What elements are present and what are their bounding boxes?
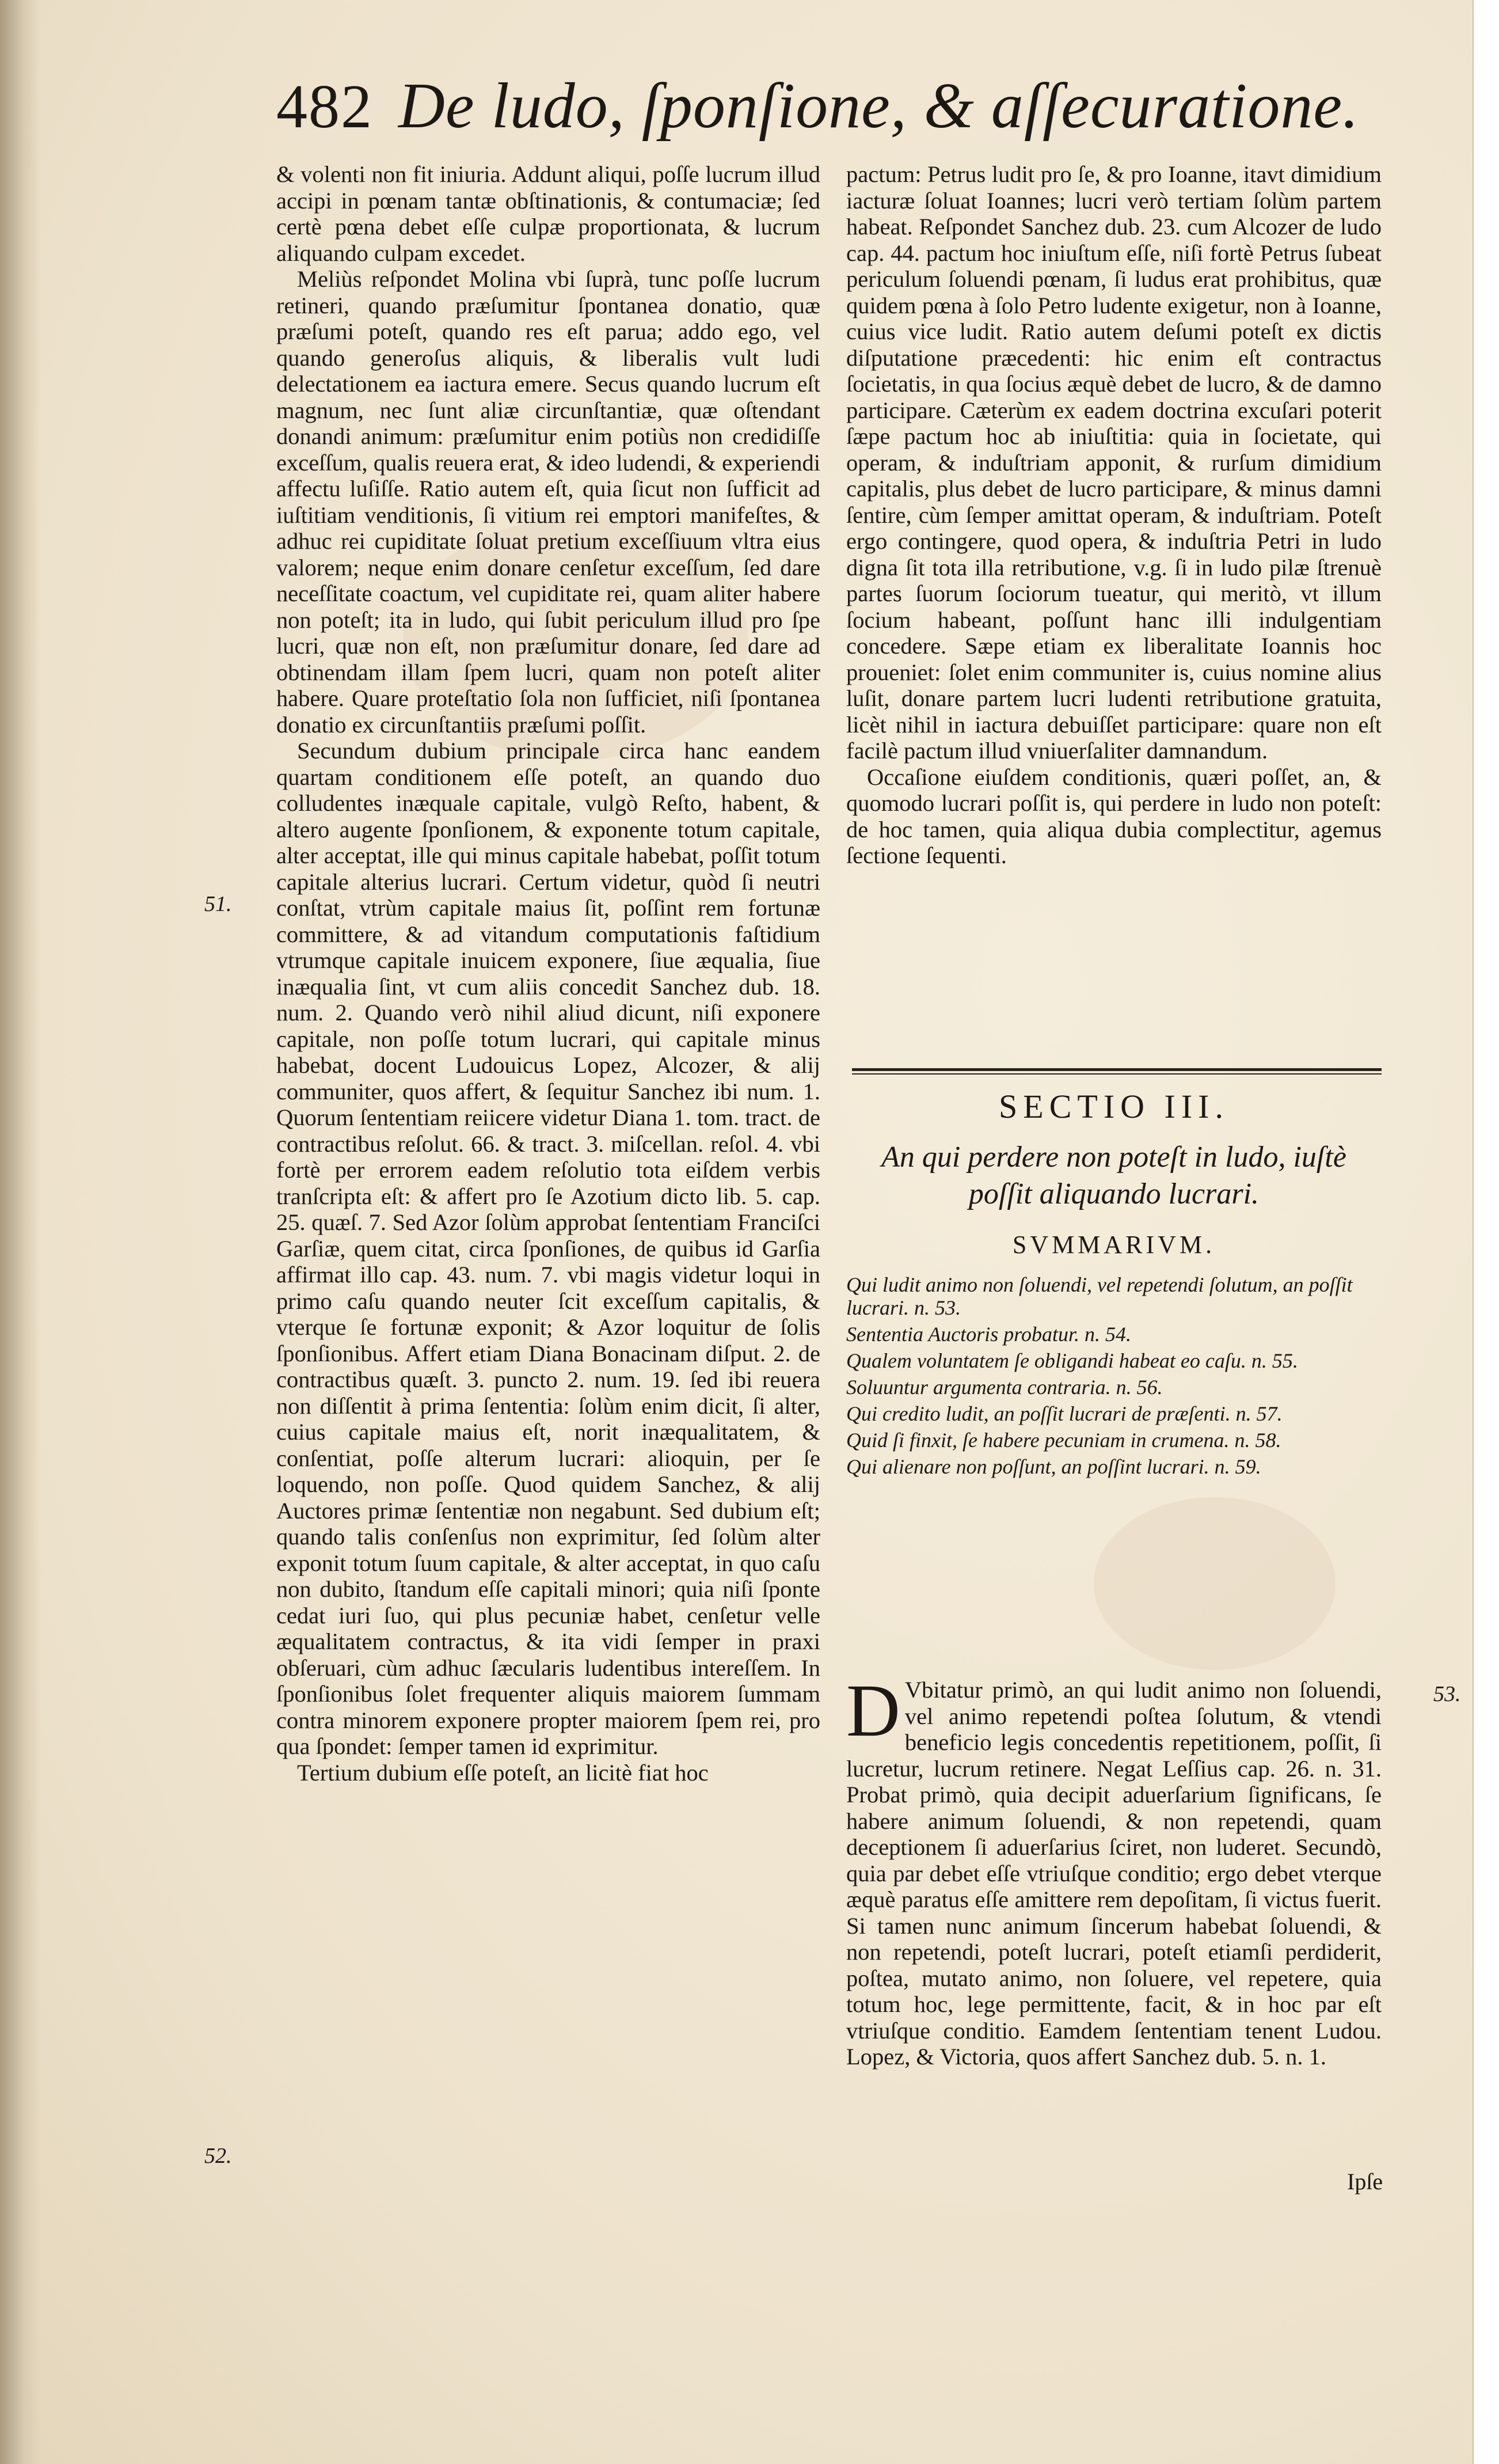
running-title: De ludo, ſponſione, & aſſecuratione. (398, 70, 1360, 142)
page-edge (1473, 0, 1499, 2464)
section-body-text: Vbitatur primò, an qui ludit animo non ſoluendi, vel animo repetendi poſtea ſolutum, & vtendi beneficio legis concedentis repetitionem, poſſit, ſi lucretur, lucrum retinere. Negat Leſſius cap. 26. n. 31. Probat primò, quia decipit aduerſarium ſignificans, ſe habere animum ſoluendi, & non repetendi, quam deceptionem ſi aduerſarius ſciret, non luderet. Secundò, quia par debet eſſe vtriuſque conditio; ergo debet vterque æquè paratus eſſe amittere rem depoſitam, ſi victus fuerit. Si tamen nunc animum ſincerum habebat ſoluendi, & non repetendi, poteſt lucrari, poteſt etiamſi perdiderit, poſtea, mutato animo, non ſoluere, vel repetere, quia totum hoc, lege permittente, facit, & in hoc par eſt vtriuſque conditio. Eamdem ſententiam tenent Ludou. Lopez, & Victoria, quos affert Sanchez dub. 5. n. 1. (846, 1677, 1382, 2070)
page-header (276, 69, 1360, 150)
margin-number: 52. (204, 2144, 232, 2168)
paragraph: Meliùs reſpondet Molina vbi ſuprà, tunc poſſe lucrum retineri, quando præſumitur ſpontanea donatio, quæ præſumi poteſt, quando res eſt parua; addo ego, vel quando generoſus aliquis, & liberalis vult ludi delectationem ea iactura emere. Secus quando lucrum eſt magnum, nec ſunt aliæ circunſtantiæ, quæ oſtendant donandi animum: præſumitur enim potiùs non credidiſſe exceſſum, qualis reuera erat, & ideo ludendi, & experiendi affectu luſiſſe. Ratio autem eſt, quia ſicut non ſufficit ad iuſtitiam venditionis, ſi vitium rei emptori manifeſtes, & adhuc rei cupiditate ſoluat pretium exceſſiuum vltra eius valorem; neque enim donare cenſetur exceſſum, ſed dare neceſſitate coactum, vel cupiditate rei, quam aliter habere non poteſt; ita in ludo, qui ſubit periculum illud pro ſpe lucri, quæ non eſt, non præſumitur donare, ſed dare ad obtinendam illam ſpem lucri, quam non poteſt aliter habere. Quare proteſtatio ſola non ſufficiet, niſi ſpontanea donatio ex circunſtantiis præſumi poſſit. (276, 266, 820, 738)
summary-item: Qui alienare non poſſunt, an poſſint lucrari. n. 59. (846, 1455, 1261, 1478)
paper-stain (1094, 1497, 1336, 1670)
summary-item: Qui ludit animo non ſoluendi, vel repetendi ſolutum, an poſſit lucrari. n. 53. (846, 1273, 1353, 1319)
section-block (846, 1083, 1382, 1482)
section-rule (852, 1073, 1382, 1075)
summary-item: Qui credito ludit, an poſſit lucrari de præſenti. n. 57. (846, 1402, 1283, 1425)
summary-item: Quid ſi finxit, ſe habere pecuniam in crumena. n. 58. (846, 1429, 1281, 1452)
paragraph: Occaſione eiuſdem conditionis, quæri poſſet, an, & quomodo lucrari poſſit is, qui perdere in ludo non poteſt: de hoc tamen, quia aliqua dubia complectitur, agemus ſectione ſequenti. (846, 764, 1382, 868)
paragraph: Secundum dubium principale circa hanc eandem quartam conditionem eſſe poteſt, an quando duo colludentes inæquale capitale, vulgò Reſto, habent, & altero augente ſponſionem, & exponente totum capitale, alter acceptat, ille qui minus capitale habebat, poſſit totum capitale alterius lucrari. Certum videtur, quòd ſi neutri conſtat, vtrùm capitale maius ſit, poſſint rem fortunæ committere, & ad vitandum computationis faſtidium vtrumque capitale inuicem exponere, ſiue æqualia, ſiue inæqualia ſint, vt cum aliis concedit Sanchez dub. 18. num. 2. Quando verò nihil aliud dicunt, niſi exponere capitale, non poſſe totum lucrari, qui capitale minus habebat, docent Ludouicus Lopez, Alcozer, & alij communiter, quos affert, & ſequitur Sanchez ibi num. 1. Quorum ſententiam reiicere videtur Diana 1. tom. tract. de contractibus reſolut. 66. & tract. 3. miſcellan. reſol. 4. vbi fortè per errorem eadem reſolutio tota eiſdem verbis tranſcripta eſt: & affert pro ſe Azotium dicto lib. 5. cap. 25. quæſ. 7. Sed Azor ſolùm approbat ſententiam Franciſci Garſiæ, quem citat, circa ſponſiones, de quibus id Garſia affirmat illo cap. 43. num. 7. vbi magis videtur loqui in primo caſu quando neuter ſcit exceſſum capitalis, & vterque ſe fortunæ exponit; & Azor loquitur de ſolis ſponſionibus. Affert etiam Diana Bonacinam diſput. 2. de contractibus quæſt. 3. puncto 2. num. 19. ſed ibi reuera non diſſentit à prima ſententia: ſolùm enim dicit, ſi alter, cuius capitale maius eſt, norit inæqualitatem, & conſentiat, poſſe alterum lucrari: alioquin, per ſe loquendo, non poſſe. Quod quidem Sanchez, & alij Auctores primæ ſententiæ non negabunt. Sed dubium eſt; quando talis conſenſus non exprimitur, ſed ſolùm alter exponit totum ſuum capitale, & alter acceptat, in quo caſu non dubito, ſtandum eſſe capitali minori; quia niſi ſponte cedat iuri ſuo, qui plus pecuniæ habet, cenſetur velle æqualitatem contractus, & ita vidi ſemper in praxi obſeruari, cùm adhuc ſæcularis ludentibus intereſſem. In ſponſionibus ſolet frequenter aliquis maiorem ſummam contra minorem exponere propter maiorem ſpem rei, pro qua ſpondet: ſemper tamen id exprimitur. (276, 738, 820, 1759)
page-number: 482 (276, 73, 373, 141)
paragraph: pactum: Petrus ludit pro ſe, & pro Ioanne, itavt dimidium iacturæ ſoluat Ioannes; lucri verò tertiam ſolùm partem habeat. Reſpondet Sanchez dub. 23. cum Alcozer de ludo cap. 44. pactum hoc iniuſtum eſſe, niſi fortè Petrus ſubeat periculum ſoluendi pœnam, ſi ludus erat prohibitus, quæ quidem pœna à ſolo Petro ludente exigetur, non à Ioanne, cuius vice ludit. Ratio autem deſumi poteſt ex dictis diſputatione præcedenti: hic enim eſt contractus ſocietatis, in qua ſocius æquè debet de lucro, & de damno participare. Cæterùm ex eadem doctrina excuſari poterit ſæpe pactum hoc ab iniuſtitia: quia in ſocietate, qui operam, & induſtriam apponit, & rurſum dimidium capitalis, plus debet de lucro participare, & minus damni ſentire, cùm ſemper amittat operam, & induſtriam. Poteſt ergo contingere, quod opera, & induſtria Petri in ludo digna ſit tota illa retributione, v.g. ſi in ludo pilæ ſtrenuè partes ſuorum ſociorum tueatur, qui meritò, vt illum ſocium habeant, poſſunt hanc illi indulgentiam concedere. Sæpe etiam ex liberalitate Ioannis hoc proueniet: ſolet enim communiter is, cuius nomine alius luſit, donare partem lucri ludenti retributione gratuita, licèt nihil in iactura debuiſſet participare: quare non eſt facilè pactum illud vniuerſaliter damnandum. (846, 161, 1382, 764)
paragraph: & volenti non fit iniuria. Addunt aliqui, poſſe lucrum illud accipi in pœnam tantæ obſtinationis, & contumaciæ; ſed certè pœna debet eſſe culpæ proportionata, & lucrum aliquando culpam excedet. (276, 161, 820, 266)
summary-list (846, 1273, 1382, 1478)
section-heading: An qui perdere non poteſt in ludo, iuſtè poſſit aliquando lucrari. (881, 1141, 1346, 1210)
section-rule (852, 1068, 1382, 1071)
summary-title: SVMMARIVM. (1012, 1231, 1216, 1259)
section-body (846, 1669, 1382, 2070)
left-column (276, 161, 820, 1786)
right-column (846, 161, 1382, 869)
section-title: SECTIO III. (999, 1088, 1229, 1125)
paragraph: Tertium dubium eſſe poteſt, an licitè fiat hoc (297, 1759, 709, 1786)
margin-number: 51. (204, 892, 232, 916)
margin-number: 53. (1433, 1682, 1461, 1706)
summary-item: Soluuntur argumenta contraria. n. 56. (846, 1376, 1163, 1399)
summary-item: Qualem voluntatem ſe obligandi habeat eo caſu. n. 55. (846, 1349, 1298, 1372)
drop-cap: D (846, 1669, 900, 1752)
page-gutter (0, 0, 40, 2464)
summary-item: Sententia Auctoris probatur. n. 54. (846, 1323, 1131, 1346)
catchword: Ipſe (1347, 2169, 1383, 2195)
